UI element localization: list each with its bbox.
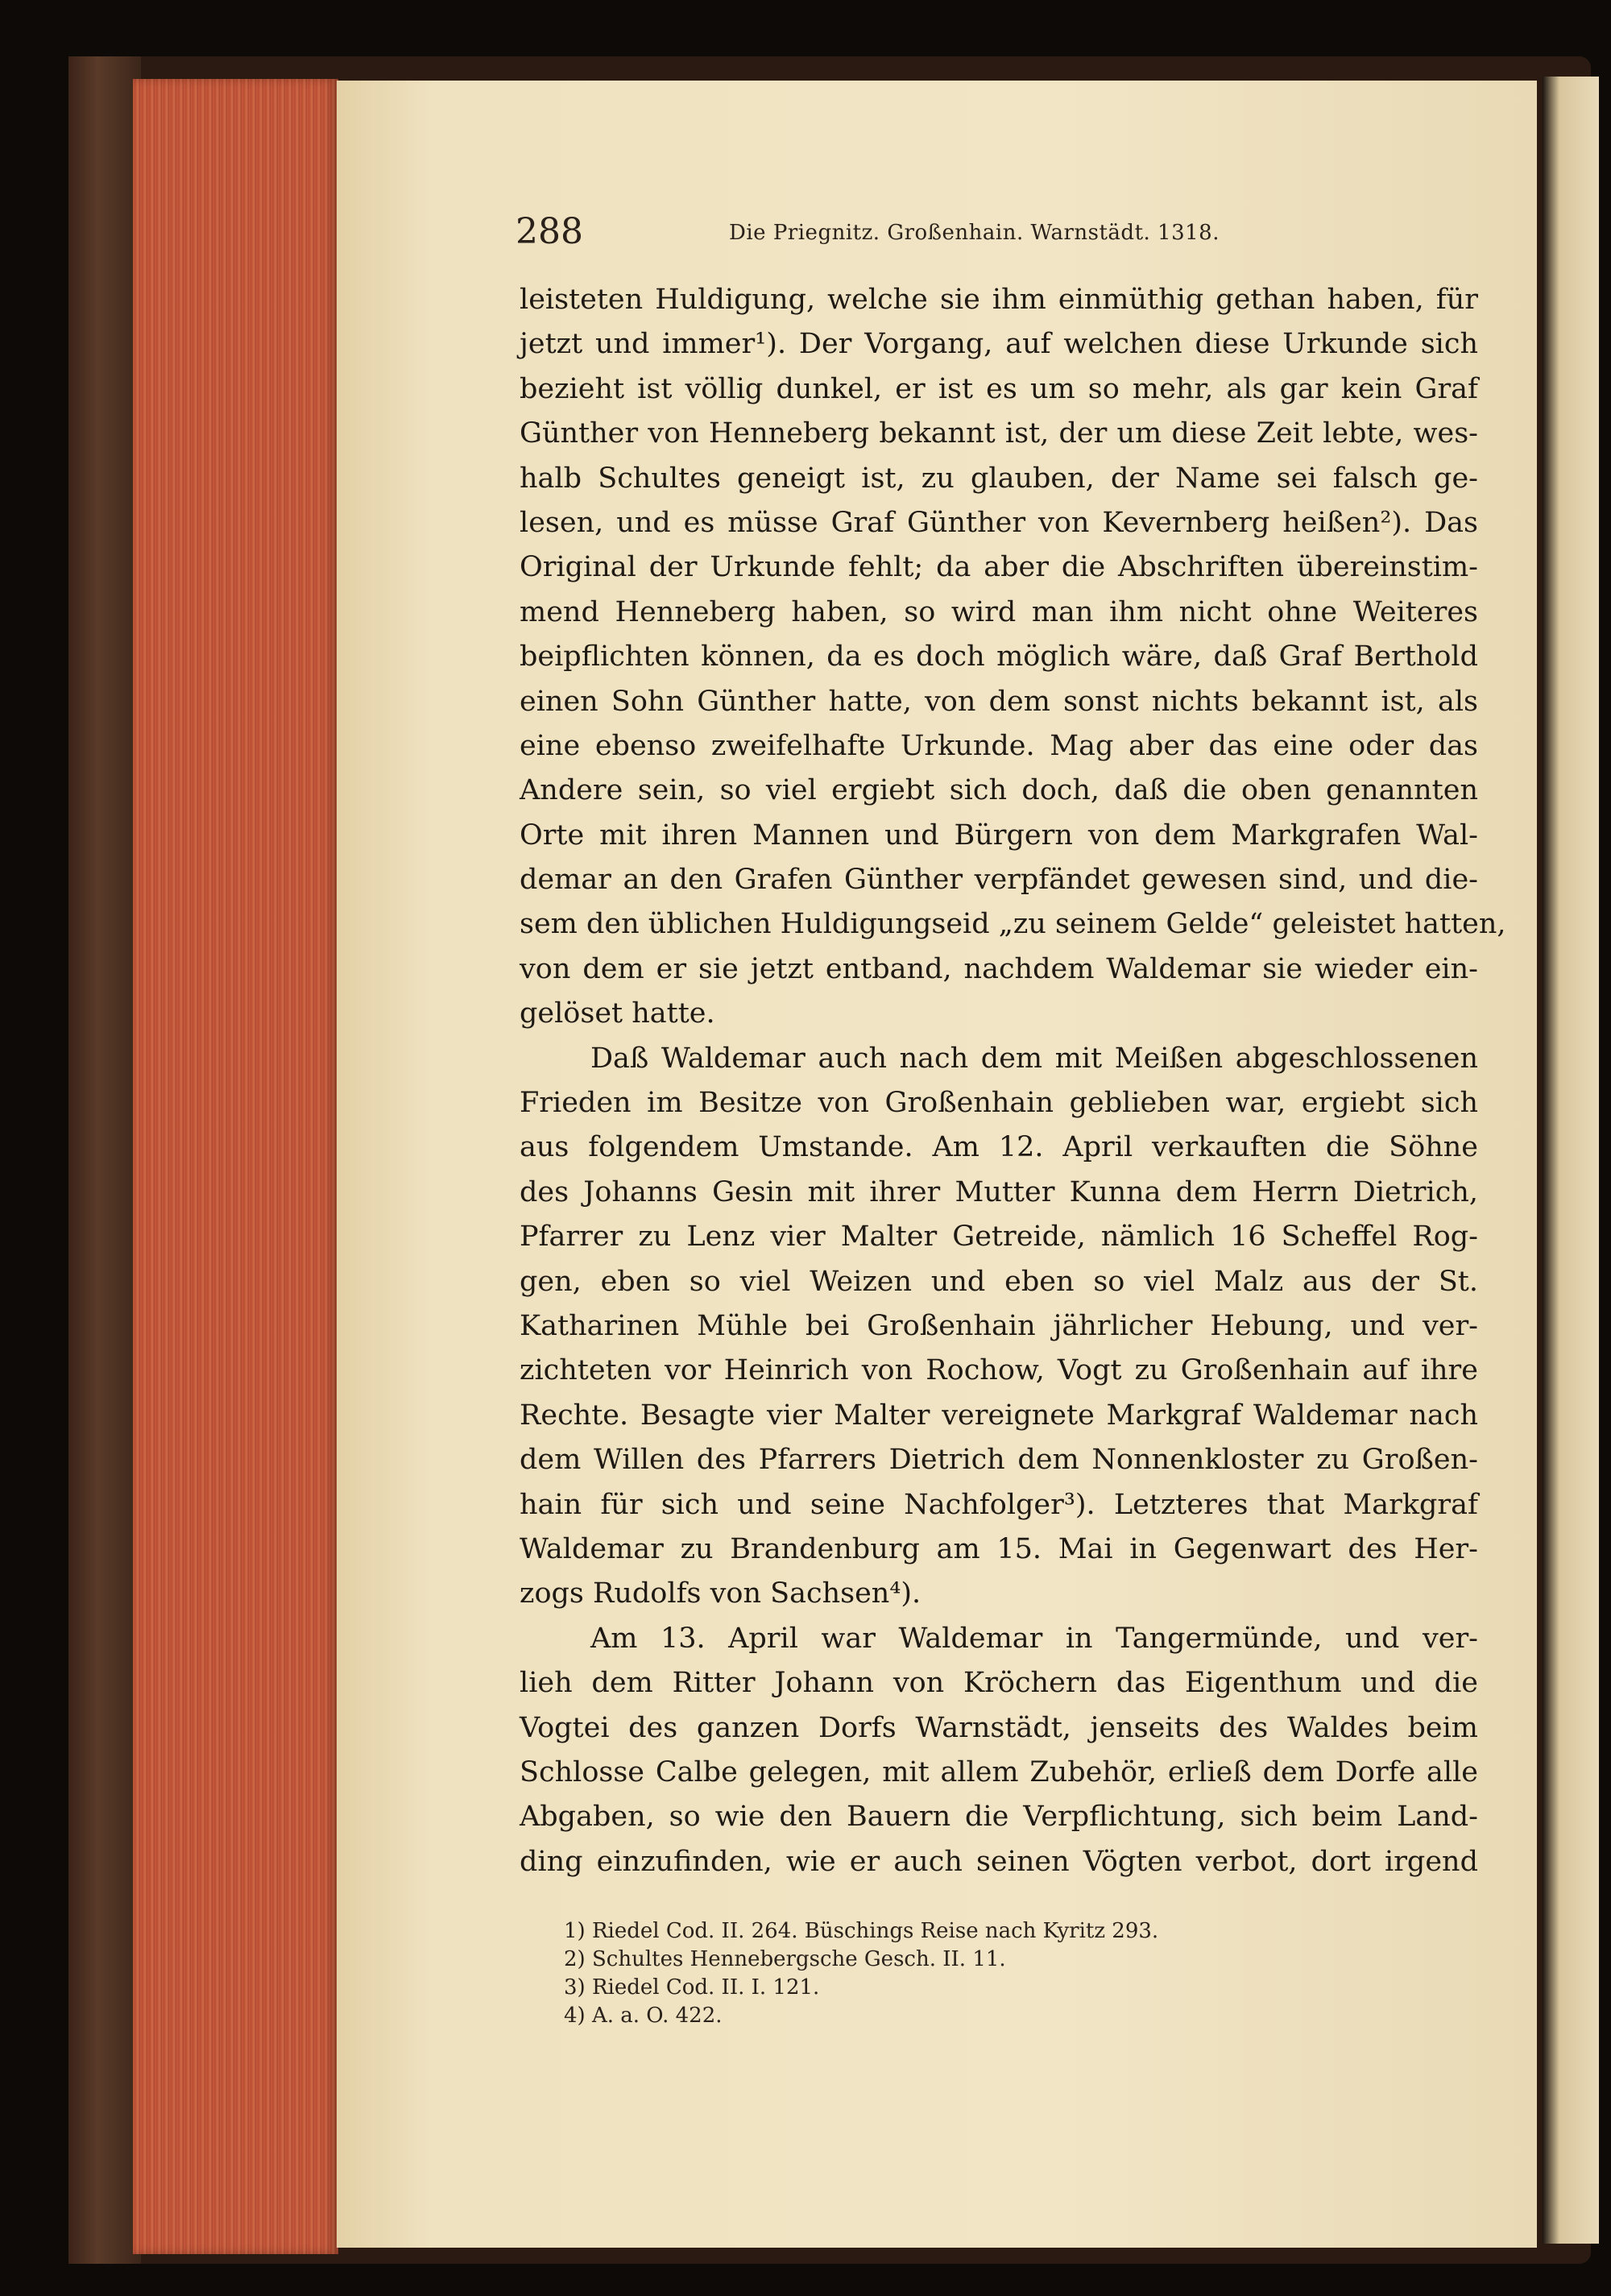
text-line: Frieden im Besitze von Großenhain geblieben war, ergiebt sich <box>520 1087 1478 1120</box>
text-line: aus folgendem Umstande. Am 12. April verkauften die Söhne <box>520 1131 1478 1164</box>
footnotes <box>564 1917 1289 2030</box>
facing-page-edge <box>1543 77 1599 2244</box>
text-line: halb Schultes geneigt ist, zu glauben, der Name sei falsch ge- <box>520 462 1478 495</box>
text-line: einen Sohn Günther hatte, von dem sonst nichts bekannt ist, als <box>520 685 1478 718</box>
paragraph-start-line: Daß Waldemar auch nach dem mit Meißen abgeschlossenen <box>590 1042 1478 1075</box>
text-line: leisteten Huldigung, welche sie ihm einmüthig gethan haben, für <box>520 284 1478 316</box>
text-line: Rechte. Besagte vier Malter vereignete Markgraf Waldemar nach <box>520 1399 1478 1432</box>
text-line: zogs Rudolfs von Sachsen⁴). <box>520 1577 921 1610</box>
text-line: Schlosse Calbe gelegen, mit allem Zubehör, erließ dem Dorfe alle <box>520 1755 1478 1788</box>
text-line: des Johanns Gesin mit ihrer Mutter Kunna dem Herrn Dietrich, <box>520 1175 1478 1208</box>
text-line: ding einzufinden, wie er auch seinen Vögten verbot, dort irgend <box>520 1845 1478 1878</box>
text-line: beipflichten können, da es doch möglich wäre, daß Graf Berthold <box>520 640 1478 673</box>
footnote: 4) A. a. O. 422. <box>564 2004 723 2028</box>
text-line: von dem er sie jetzt entband, nachdem Waldemar sie wieder ein- <box>520 952 1478 985</box>
footnote: 1) Riedel Cod. II. 264. Büschings Reise nach Kyritz 293. <box>564 1919 1159 1943</box>
page-edges <box>133 79 338 2254</box>
page-header <box>516 211 1482 251</box>
text-line: lesen, und es müsse Graf Günther von Kevernberg heißen²). Das <box>520 506 1478 539</box>
text-line: Orte mit ihren Mannen und Bürgern von dem Markgrafen Wal- <box>520 819 1478 852</box>
page-number: 288 <box>516 211 583 252</box>
text-line: gen, eben so viel Weizen und eben so viel Malz aus der St. <box>520 1265 1478 1298</box>
book-spine <box>68 56 141 2264</box>
text-line: Pfarrer zu Lenz vier Malter Getreide, nämlich 16 Scheffel Rog- <box>520 1221 1478 1254</box>
text-line: Waldemar zu Brandenburg am 15. Mai in Gegenwart des Her- <box>520 1532 1478 1565</box>
text-line: lieh dem Ritter Johann von Kröchern das Eigenthum und die <box>520 1667 1478 1700</box>
body-text <box>520 278 1506 1884</box>
text-line: Günther von Henneberg bekannt ist, der um diese Zeit lebte, wes- <box>520 417 1478 450</box>
text-line: hain für sich und seine Nachfolger³). Letzteres that Markgraf <box>520 1488 1478 1521</box>
text-line: gelöset hatte. <box>520 997 715 1030</box>
text-line: dem Willen des Pfarrers Dietrich dem Nonnenkloster zu Großen- <box>520 1444 1478 1477</box>
text-line: bezieht ist völlig dunkel, er ist es um so mehr, als gar kein Graf <box>520 372 1478 405</box>
footnote: 2) Schultes Hennebergsche Gesch. II. 11. <box>564 1947 1006 1971</box>
text-line: jetzt und immer¹). Der Vorgang, auf welchen diese Urkunde sich <box>520 328 1478 361</box>
text-line: Andere sein, so viel ergiebt sich doch, daß die oben genannten <box>520 774 1478 807</box>
footnote: 3) Riedel Cod. II. I. 121. <box>564 1975 820 2000</box>
text-line: zichteten vor Heinrich von Rochow, Vogt zu Großenhain auf ihre <box>520 1354 1478 1387</box>
text-line: Abgaben, so wie den Bauern die Verpflichtung, sich beim Land- <box>520 1801 1478 1834</box>
paragraph-start-line: Am 13. April war Waldemar in Tangermünde, und ver- <box>590 1622 1478 1655</box>
text-line: demar an den Grafen Günther verpfändet gewesen sind, und die- <box>520 864 1478 897</box>
text-line: Vogtei des ganzen Dorfs Warnstädt, jenseits des Waldes beim <box>520 1711 1478 1744</box>
text-line: mend Henneberg haben, so wird man ihm nicht ohne Weiteres <box>520 595 1478 628</box>
text-line: Katharinen Mühle bei Großenhain jährlicher Hebung, und ver- <box>520 1309 1478 1342</box>
text-line: eine ebenso zweifelhafte Urkunde. Mag aber das eine oder das <box>520 729 1478 762</box>
text-line: sem den üblichen Huldigungseid „zu seinem Gelde“ geleistet hatten, <box>520 908 1506 941</box>
text-line: Original der Urkunde fehlt; da aber die Abschriften übereinstim- <box>520 551 1478 584</box>
running-head: Die Priegnitz. Großenhain. Warnstädt. 1318. <box>729 221 1220 245</box>
